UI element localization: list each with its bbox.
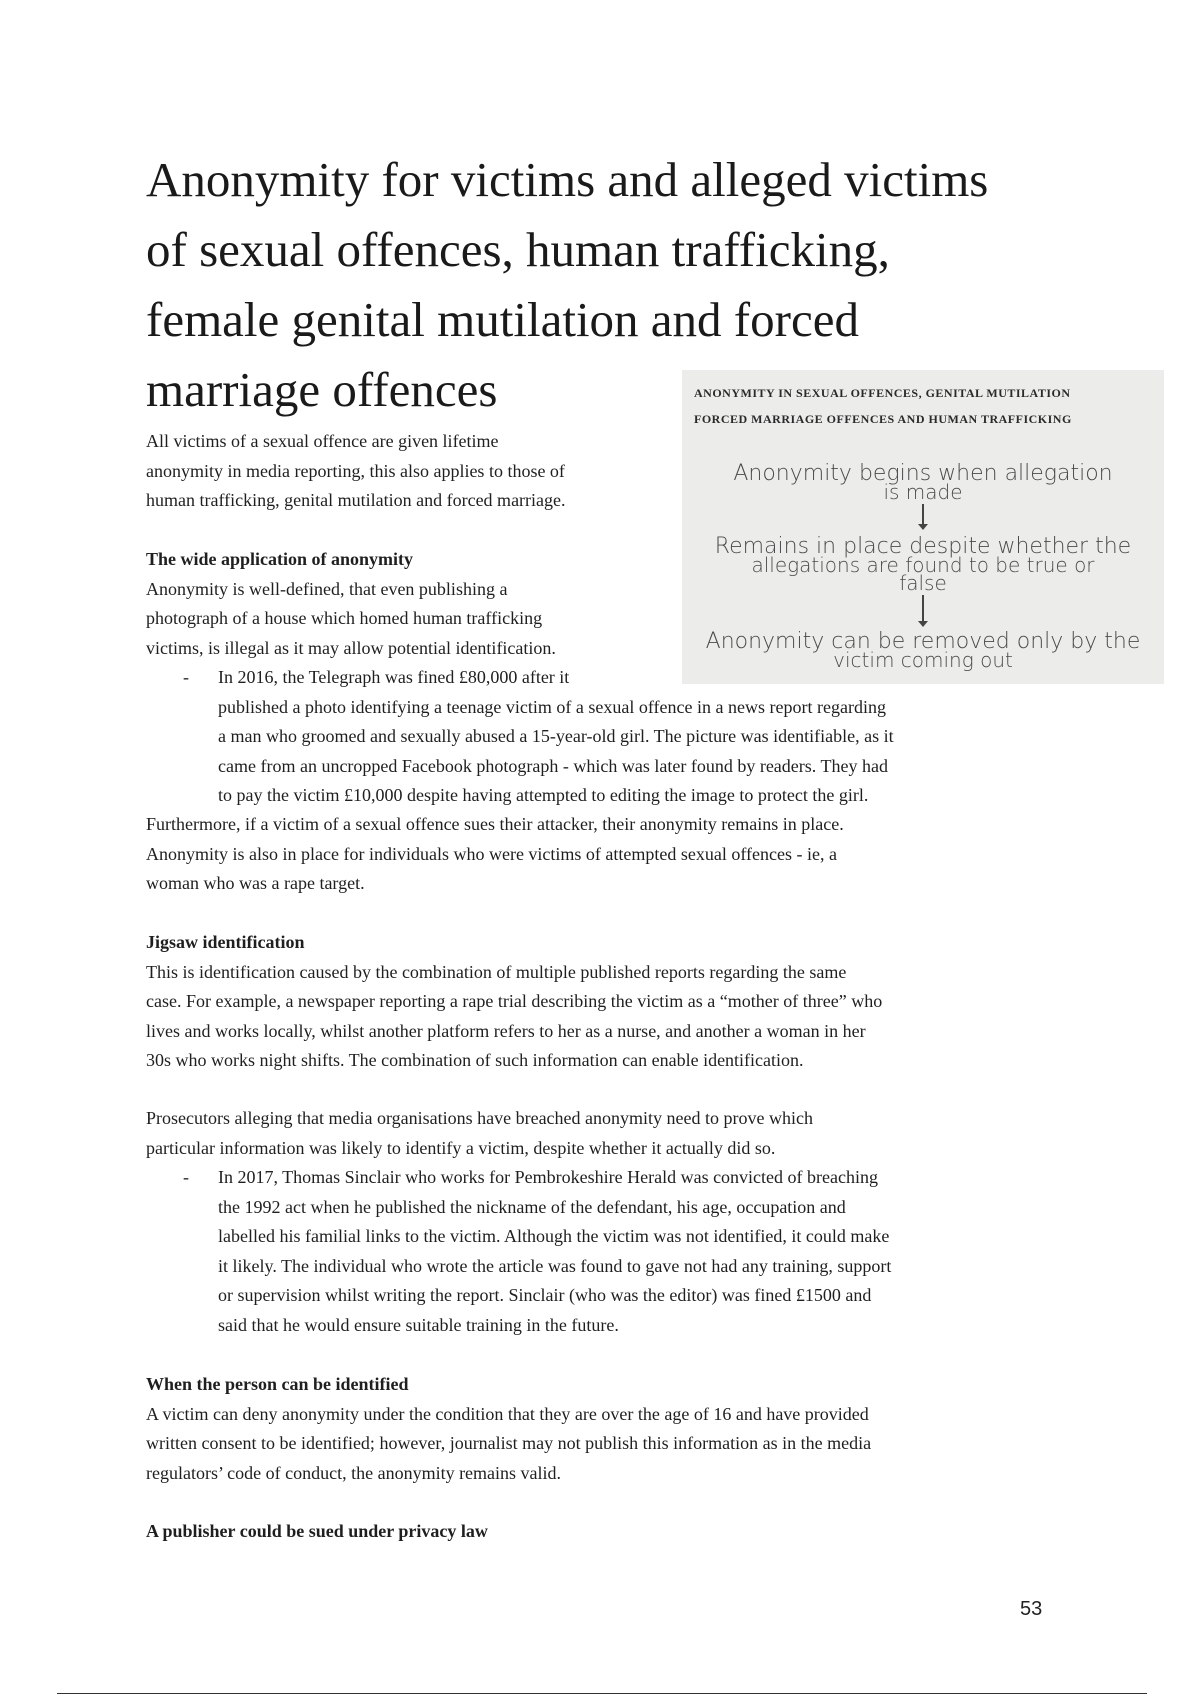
infographic-heading-line: FORCED MARRIAGE OFFENCES AND HUMAN TRAFFICKING bbox=[694, 412, 1072, 426]
text-line: the 1992 act when he published the nickname of the defendant, his age, occupation and bbox=[218, 1196, 846, 1217]
infographic-step-begins bbox=[682, 461, 1164, 504]
step-line: victim coming out bbox=[833, 648, 1013, 672]
text-line: victims, is illegal as it may allow potential identification. bbox=[146, 637, 556, 658]
text-line: All victims of a sexual offence are given lifetime bbox=[146, 431, 499, 451]
text-line: Anonymity is well-defined, that even publishing a bbox=[146, 578, 508, 599]
text-line: woman who was a rape target. bbox=[146, 873, 365, 893]
step-line: Remains in place despite whether the bbox=[714, 534, 1132, 559]
text-line: In 2017, Thomas Sinclair who works for Pembrokeshire Herald was convicted of breaching bbox=[218, 1167, 878, 1187]
text-line: labelled his familial links to the victim. Although the victim was not identified, it could make bbox=[218, 1226, 890, 1246]
text-line: came from an uncropped Facebook photograph - which was later found by readers. They had bbox=[218, 755, 888, 776]
text-line: A victim can deny anonymity under the condition that they are over the age of 16 and have provided bbox=[146, 1403, 869, 1424]
intro-paragraph bbox=[146, 427, 686, 516]
section-wide-application bbox=[146, 545, 686, 663]
section-heading: Jigsaw identification bbox=[146, 932, 305, 952]
title-line: Anonymity for victims and alleged victims bbox=[146, 152, 989, 207]
section-heading: The wide application of anonymity bbox=[146, 549, 414, 569]
title-line: marriage offences bbox=[146, 362, 498, 417]
bullet-telegraph-case bbox=[183, 663, 1083, 811]
section-privacy-law bbox=[146, 1517, 1106, 1547]
text-line: This is identification caused by the combination of multiple published reports regarding the same bbox=[146, 961, 847, 982]
arrow-down-icon bbox=[922, 504, 924, 528]
text-line: Prosecutors alleging that media organisations have breached anonymity need to prove which bbox=[146, 1108, 813, 1128]
step-line: allegations are found to be true or bbox=[751, 553, 1095, 577]
text-line: a man who groomed and sexually abused a 15-year-old girl. The picture was identifiable, as it bbox=[218, 726, 894, 746]
title-line: of sexual offences, human trafficking, bbox=[146, 222, 890, 277]
text-line: regulators’ code of conduct, the anonymity remains valid. bbox=[146, 1462, 562, 1483]
text-line: human trafficking, genital mutilation and forced marriage. bbox=[146, 490, 566, 510]
text-line: photograph of a house which homed human trafficking bbox=[146, 608, 543, 628]
text-line: anonymity in media reporting, this also applies to those of bbox=[146, 460, 565, 481]
infographic-heading bbox=[694, 380, 1156, 432]
step-line: is made bbox=[883, 480, 963, 504]
title-line: female genital mutilation and forced bbox=[146, 292, 859, 347]
paragraph-prosecutors bbox=[146, 1104, 1106, 1163]
anonymity-infographic bbox=[682, 370, 1164, 684]
page-number: 53 bbox=[1020, 1598, 1043, 1620]
bullet-sinclair-case bbox=[183, 1163, 1083, 1340]
infographic-step-remains bbox=[682, 534, 1164, 595]
text-line: or supervision whilst writing the report. Sinclair (who was the editor) was fined £1500 and bbox=[218, 1285, 872, 1305]
text-line: it likely. The individual who wrote the article was found to gave not had any training, support bbox=[218, 1255, 892, 1276]
text-line: written consent to be identified; however, journalist may not publish this information as in the media bbox=[146, 1433, 872, 1453]
text-line: said that he would ensure suitable training in the future. bbox=[218, 1314, 619, 1335]
infographic-heading-line: ANONYMITY IN SEXUAL OFFENCES, GENITAL MUTILATION bbox=[694, 386, 1071, 400]
footer-divider bbox=[57, 1693, 1147, 1694]
text-line: Anonymity is also in place for individuals who were victims of attempted sexual offences - ie, a bbox=[146, 843, 837, 864]
step-line: false bbox=[899, 571, 947, 595]
step-line: Anonymity can be removed only by the bbox=[705, 629, 1141, 654]
text-line: to pay the victim £10,000 despite having attempted to editing the image to protect the girl. bbox=[218, 785, 869, 805]
text-line: lives and works locally, whilst another platform refers to her as a nurse, and another a woman in her bbox=[146, 1020, 866, 1041]
section-heading: When the person can be identified bbox=[146, 1374, 409, 1394]
section-when-identified bbox=[146, 1370, 1106, 1488]
text-line: 30s who works night shifts. The combination of such information can enable identification. bbox=[146, 1050, 804, 1070]
arrow-down-icon bbox=[922, 595, 924, 625]
text-line: In 2016, the Telegraph was fined £80,000 after it bbox=[218, 667, 570, 687]
step-line: Anonymity begins when allegation bbox=[733, 461, 1113, 486]
bullet-dash: - bbox=[183, 667, 189, 687]
paragraph-furthermore bbox=[146, 810, 1106, 899]
bullet-dash: - bbox=[183, 1167, 189, 1187]
text-line: particular information was likely to identify a victim, despite whether it actually did so. bbox=[146, 1137, 776, 1158]
text-line: Furthermore, if a victim of a sexual offence sues their attacker, their anonymity remains in place. bbox=[146, 814, 844, 834]
text-line: published a photo identifying a teenage victim of a sexual offence in a news report regarding bbox=[218, 696, 886, 717]
section-jigsaw-identification bbox=[146, 928, 1106, 1076]
text-line: case. For example, a newspaper reporting a rape trial describing the victim as a “mother of three” who bbox=[146, 991, 883, 1011]
section-heading: A publisher could be sued under privacy law bbox=[146, 1521, 488, 1541]
